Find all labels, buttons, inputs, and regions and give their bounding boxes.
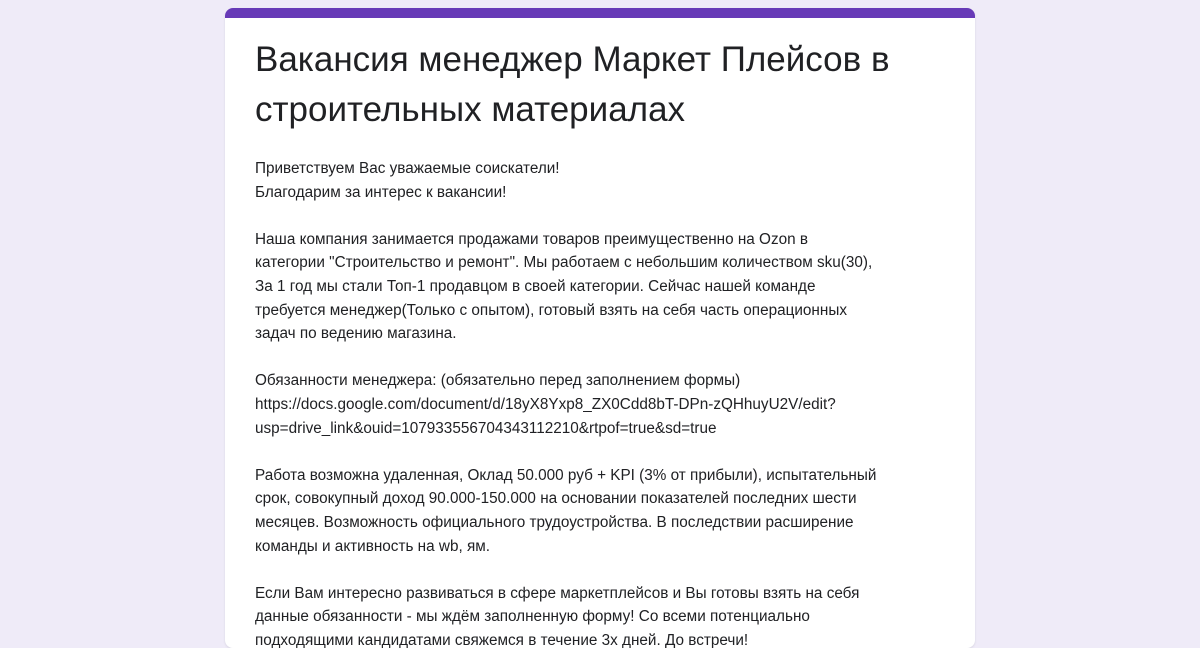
description-line: Работа возможна удаленная, Оклад 50.000 руб + KPI (3% от прибыли), испытательный [255,466,877,484]
form-header-content [255,35,955,648]
form-description [255,157,955,648]
description-line: Приветствуем Вас уважаемые соискатели! [255,160,560,177]
description-line: требуется менеджер(Только с опытом), готовый взять на себя часть операционных [255,301,847,319]
description-line: команды и активность на wb, ям. [255,537,490,555]
description-line: категории "Строительство и ремонт". Мы работаем с небольшим количеством sku(30), [255,254,873,272]
description-line: Благодарим за интерес к вакансии! [255,183,507,201]
description-line: срок, совокупный доход 90.000-150.000 на основании показателей последних шести [255,490,857,508]
paragraph-gap [255,440,955,464]
description-line: Если Вам интересно развиваться в сфере маркетплейсов и Вы готовы взять на себя [255,584,860,602]
description-line: За 1 год мы стали Топ-1 продавцом в своей категории. Сейчас нашей команде [255,277,816,295]
form-header-card [225,8,975,648]
description-line: подходящими кандидатами свяжемся в течение 3х дней. До встречи! [255,631,749,648]
description-link-line[interactable]: usp=drive_link&ouid=107933556704343112210&rtpof=true&sd=true [255,419,717,437]
form-title-line: строительных материалах [255,90,686,129]
paragraph-gap [255,204,955,228]
description-line: Обязанности менеджера: (обязательно перед заполнением формы) [255,372,741,390]
form-title-line: Вакансия менеджер Маркет Плейсов в [255,40,890,79]
description-line: Наша компания занимается продажами товаров преимущественно на Ozon в [255,230,808,248]
description-line: задач по ведению магазина. [255,325,457,343]
paragraph-gap [255,558,955,582]
description-line: месяцев. Возможность официального трудоустройства. В последствии расширение [255,513,854,531]
description-link-line[interactable]: https://docs.google.com/document/d/18yX8Yxp8_ZX0Cdd8bT-DPn-zQHhuyU2V/edit? [255,395,836,413]
description-line: данные обязанности - мы ждём заполненную форму! Со всеми потенциально [255,608,810,626]
form-accent-bar [225,8,975,18]
form-title [255,35,955,135]
paragraph-gap [255,346,955,370]
